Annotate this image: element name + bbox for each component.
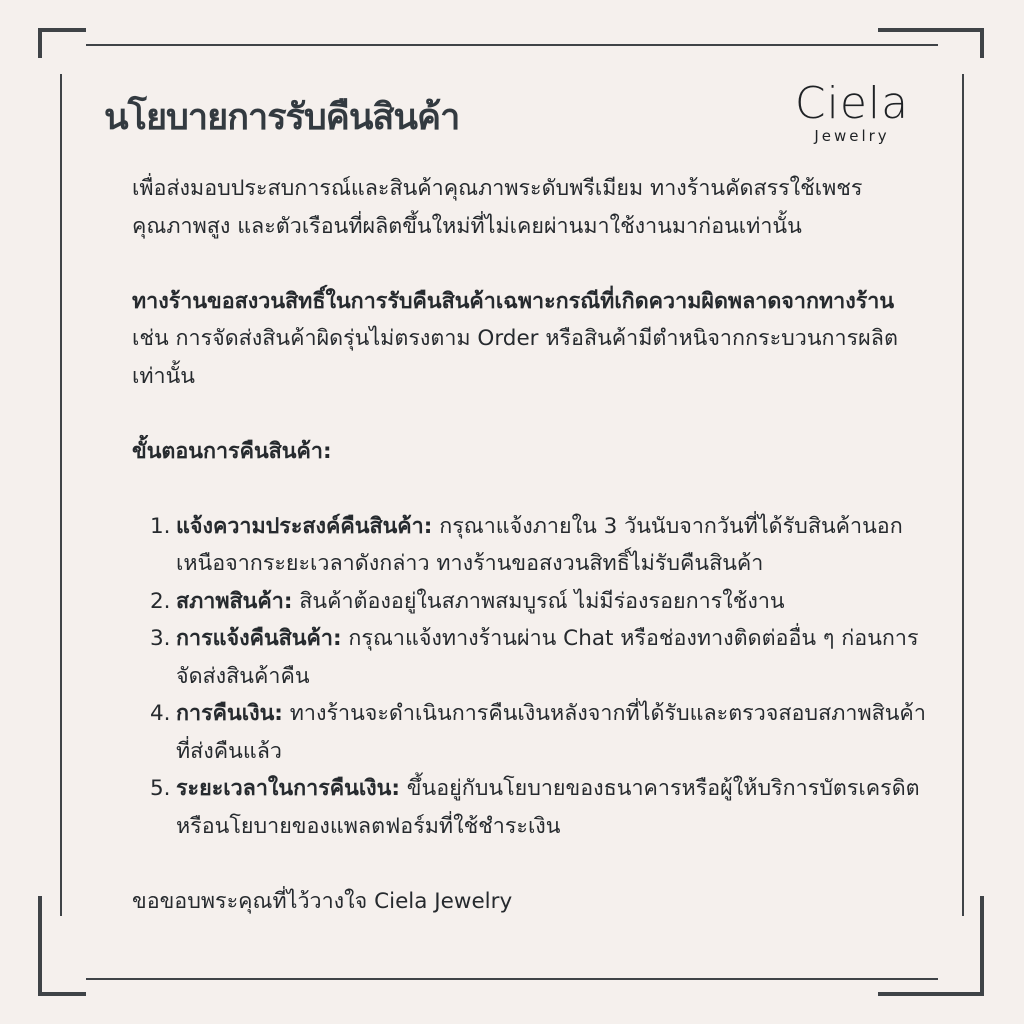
corner-bottom-right-h [878,992,984,996]
frame-right-line [962,74,964,916]
corner-top-left-h [38,28,86,32]
step-text: สินค้าต้องอยู่ในสภาพสมบูรณ์ ไม่มีร่องรอยการใช้งาน [292,588,785,614]
step-number: 3. [150,626,171,651]
step-number: 4. [150,701,171,726]
step-label: การคืนเงิน: [176,701,283,726]
corner-bottom-left-v [38,896,42,996]
rights-paragraph [132,283,932,396]
step-number: 1. [150,513,171,539]
steps-list [132,508,932,846]
closing-text: ขอขอบพระคุณที่ไว้วางใจ Ciela Jewelry [132,888,513,914]
rights-bold-text: ทางร้านขอสงวนสิทธิ์ในการรับคืนสินค้าเฉพาะกรณีที่เกิดความผิดพลาดจากทางร้าน [132,288,895,314]
step-text: กรุณาแจ้งทางร้านผ่าน Chat หรือช่องทางติดต่ออื่น ๆ ก่อนการจัดส่งสินค้าคืน [176,626,919,689]
logo-wordmark: Ciela [794,78,910,129]
step-text: ทางร้านจะดำเนินการคืนเงินหลังจากที่ได้รับและตรวจสอบสภาพสินค้าที่ส่งคืนแล้ว [176,701,926,764]
step-item [132,583,932,621]
corner-bottom-left-h [38,992,86,996]
corner-top-right-h [878,28,984,32]
frame-bottom-line [86,978,938,980]
rights-text: เช่น การจัดส่งสินค้าผิดรุ่นไม่ตรงตาม Order หรือสินค้ามีตำหนิจากกระบวนการผลิตเท่านั้น [132,326,898,389]
step-item [132,770,932,845]
corner-top-left-v [38,28,42,58]
step-text: ขึ้นอยู่กับนโยบายของธนาคารหรือผู้ให้บริการบัตรเครดิต หรือนโยบายของแพลตฟอร์มที่ใช้ชำระเงิน [176,776,920,839]
corner-top-right-v [980,28,984,58]
step-item [132,508,932,583]
brand-logo [790,80,914,146]
intro-paragraph: เพื่อส่งมอบประสบการณ์และสินค้าคุณภาพระดับพรีเมียม ทางร้านคัดสรรใช้เพชรคุณภาพสูง และตัวเรือนที่ผลิตขึ้นใหม่ที่ไม่เคยผ่านมาใช้งานมาก่อนเท่านั้น [132,176,863,239]
frame-top-line [86,44,938,46]
step-item [132,695,932,770]
step-number: 2. [150,588,171,614]
page-title: นโยบายการรับคืนสินค้า [104,97,460,138]
frame-left-line [60,74,62,916]
step-label: การแจ้งคืนสินค้า: [176,626,342,651]
logo-subtitle: Jewelry [814,127,890,145]
step-item [132,620,932,695]
step-label: แจ้งความประสงค์คืนสินค้า: [176,513,433,539]
step-number: 5. [150,776,171,801]
policy-content [132,170,932,920]
corner-bottom-right-v [980,896,984,996]
step-label: ระยะเวลาในการคืนเงิน: [176,776,400,801]
step-label: สภาพสินค้า: [176,588,293,614]
steps-heading: ขั้นตอนการคืนสินค้า: [132,438,332,464]
step-text: กรุณาแจ้งภายใน 3 วันนับจากวันที่ได้รับสินค้านอกเหนือจากระยะเวลาดังกล่าว ทางร้านขอสงวนสิทธิ์ไม่รับคืนสินค้า [176,513,903,576]
